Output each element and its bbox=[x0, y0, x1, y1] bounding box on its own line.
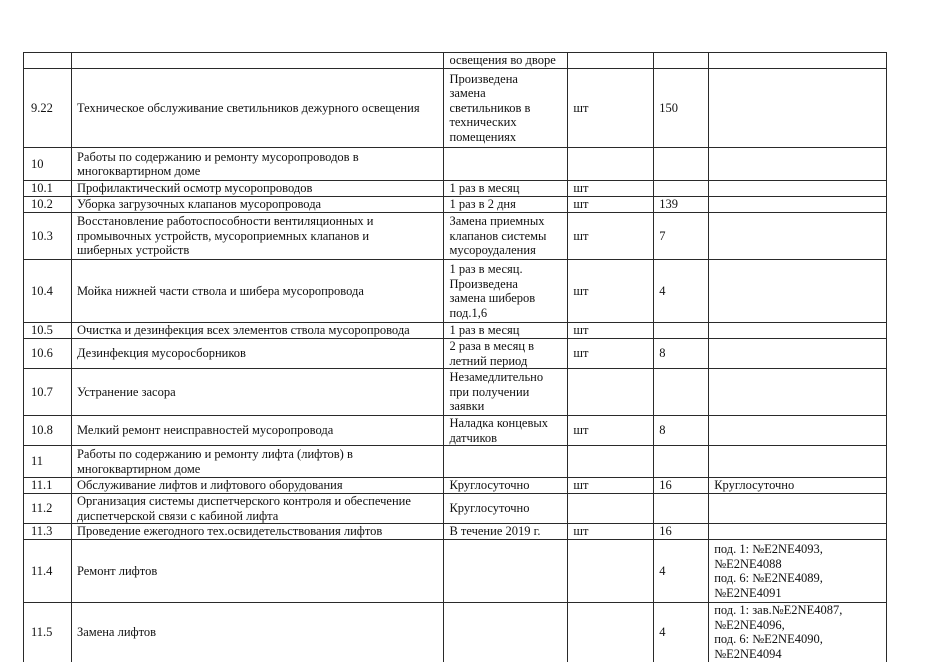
works-table bbox=[23, 52, 887, 662]
item-number-cell: 11.5 bbox=[24, 603, 72, 662]
note-cell bbox=[709, 213, 887, 260]
note-cell bbox=[709, 260, 887, 323]
quantity-cell bbox=[654, 181, 709, 197]
table-row bbox=[24, 446, 887, 478]
work-name-cell: Уборка загрузочных клапанов мусоропровода bbox=[71, 197, 443, 213]
work-name-cell: Работы по содержанию и ремонту мусоропроводов в многоквартирном доме bbox=[71, 148, 443, 181]
document-page bbox=[23, 52, 887, 662]
work-result-cell: Круглосуточно bbox=[444, 494, 568, 524]
work-result-cell: 2 раза в месяц в летний период bbox=[444, 339, 568, 369]
unit-cell: шт bbox=[568, 478, 654, 494]
table-row bbox=[24, 213, 887, 260]
item-number-cell: 10.3 bbox=[24, 213, 72, 260]
table-row bbox=[24, 524, 887, 540]
unit-cell: шт bbox=[568, 524, 654, 540]
quantity-cell bbox=[654, 494, 709, 524]
unit-cell bbox=[568, 494, 654, 524]
quantity-cell bbox=[654, 369, 709, 416]
item-number-cell: 11.2 bbox=[24, 494, 72, 524]
item-number-cell: 10.5 bbox=[24, 323, 72, 339]
note-cell bbox=[709, 339, 887, 369]
item-number-cell: 9.22 bbox=[24, 69, 72, 148]
note-cell bbox=[709, 524, 887, 540]
unit-cell bbox=[568, 369, 654, 416]
quantity-cell: 8 bbox=[654, 416, 709, 446]
item-number-cell: 11.4 bbox=[24, 540, 72, 603]
item-number-cell: 10.4 bbox=[24, 260, 72, 323]
quantity-cell bbox=[654, 53, 709, 69]
work-name-cell: Дезинфекция мусоросборников bbox=[71, 339, 443, 369]
note-cell bbox=[709, 69, 887, 148]
table-row bbox=[24, 197, 887, 213]
work-name-cell: Замена лифтов bbox=[71, 603, 443, 662]
quantity-cell: 4 bbox=[654, 603, 709, 662]
item-number-cell: 11.3 bbox=[24, 524, 72, 540]
note-cell bbox=[709, 416, 887, 446]
work-result-cell bbox=[444, 148, 568, 181]
unit-cell bbox=[568, 540, 654, 603]
table-row bbox=[24, 603, 887, 662]
quantity-cell bbox=[654, 323, 709, 339]
work-result-cell: 1 раз в 2 дня bbox=[444, 197, 568, 213]
item-number-cell: 11.1 bbox=[24, 478, 72, 494]
table-row bbox=[24, 181, 887, 197]
unit-cell: шт bbox=[568, 260, 654, 323]
work-name-cell: Очистка и дезинфекция всех элементов ствола мусоропровода bbox=[71, 323, 443, 339]
work-result-cell: 1 раз в месяц bbox=[444, 323, 568, 339]
work-name-cell: Профилактический осмотр мусоропроводов bbox=[71, 181, 443, 197]
item-number-cell: 10.2 bbox=[24, 197, 72, 213]
work-name-cell: Восстановление работоспособности вентиляционных и промывочных устройств, мусороприемных клапанов и шиберных устройств bbox=[71, 213, 443, 260]
table-row bbox=[24, 260, 887, 323]
work-result-cell bbox=[444, 446, 568, 478]
work-result-cell: Круглосуточно bbox=[444, 478, 568, 494]
item-number-cell: 10.7 bbox=[24, 369, 72, 416]
unit-cell: шт bbox=[568, 213, 654, 260]
table-row bbox=[24, 69, 887, 148]
table-row bbox=[24, 148, 887, 181]
work-result-cell: Произведена замена светильников в технических помещениях bbox=[444, 69, 568, 148]
item-number-cell: 10.6 bbox=[24, 339, 72, 369]
work-name-cell: Ремонт лифтов bbox=[71, 540, 443, 603]
work-name-cell: Работы по содержанию и ремонту лифта (лифтов) в многоквартирном доме bbox=[71, 446, 443, 478]
work-result-cell: Замена приемных клапанов системы мусороудаления bbox=[444, 213, 568, 260]
work-name-cell: Организация системы диспетчерского контроля и обеспечение диспетчерской связи с кабиной лифта bbox=[71, 494, 443, 524]
work-name-cell bbox=[71, 53, 443, 69]
unit-cell bbox=[568, 148, 654, 181]
note-cell bbox=[709, 446, 887, 478]
quantity-cell: 7 bbox=[654, 213, 709, 260]
table-row bbox=[24, 369, 887, 416]
quantity-cell: 16 bbox=[654, 478, 709, 494]
work-result-cell: Незамедлительно при получении заявки bbox=[444, 369, 568, 416]
table-row bbox=[24, 323, 887, 339]
work-name-cell: Обслуживание лифтов и лифтового оборудования bbox=[71, 478, 443, 494]
table-row bbox=[24, 494, 887, 524]
quantity-cell: 16 bbox=[654, 524, 709, 540]
unit-cell: шт bbox=[568, 323, 654, 339]
note-cell bbox=[709, 53, 887, 69]
quantity-cell: 150 bbox=[654, 69, 709, 148]
note-cell bbox=[709, 323, 887, 339]
work-name-cell: Проведение ежегодного тех.освидетельствования лифтов bbox=[71, 524, 443, 540]
work-name-cell: Мелкий ремонт неисправностей мусоропровода bbox=[71, 416, 443, 446]
unit-cell: шт bbox=[568, 69, 654, 148]
work-name-cell: Мойка нижней части ствола и шибера мусоропровода bbox=[71, 260, 443, 323]
note-cell: Круглосуточно bbox=[709, 478, 887, 494]
note-cell: под. 1: №E2NE4093, №E2NE4088 под. 6: №E2NE4089, №E2NE4091 bbox=[709, 540, 887, 603]
table-row bbox=[24, 416, 887, 446]
unit-cell: шт bbox=[568, 416, 654, 446]
table-row bbox=[24, 339, 887, 369]
work-name-cell: Техническое обслуживание светильников дежурного освещения bbox=[71, 69, 443, 148]
note-cell: под. 1: зав.№E2NE4087, №E2NE4096, под. 6: №E2NE4090, №E2NE4094 bbox=[709, 603, 887, 662]
note-cell bbox=[709, 197, 887, 213]
unit-cell: шт bbox=[568, 197, 654, 213]
item-number-cell: 10.1 bbox=[24, 181, 72, 197]
item-number-cell: 11 bbox=[24, 446, 72, 478]
note-cell bbox=[709, 148, 887, 181]
unit-cell: шт bbox=[568, 339, 654, 369]
table-row bbox=[24, 540, 887, 603]
item-number-cell bbox=[24, 53, 72, 69]
work-name-cell: Устранение засора bbox=[71, 369, 443, 416]
quantity-cell bbox=[654, 446, 709, 478]
work-result-cell: освещения во дворе bbox=[444, 53, 568, 69]
work-result-cell: В течение 2019 г. bbox=[444, 524, 568, 540]
note-cell bbox=[709, 181, 887, 197]
quantity-cell: 4 bbox=[654, 540, 709, 603]
unit-cell bbox=[568, 53, 654, 69]
table-row bbox=[24, 53, 887, 69]
unit-cell: шт bbox=[568, 181, 654, 197]
quantity-cell: 139 bbox=[654, 197, 709, 213]
item-number-cell: 10 bbox=[24, 148, 72, 181]
quantity-cell: 8 bbox=[654, 339, 709, 369]
unit-cell bbox=[568, 446, 654, 478]
unit-cell bbox=[568, 603, 654, 662]
note-cell bbox=[709, 494, 887, 524]
table-row bbox=[24, 478, 887, 494]
item-number-cell: 10.8 bbox=[24, 416, 72, 446]
work-result-cell bbox=[444, 603, 568, 662]
work-result-cell: Наладка концевых датчиков bbox=[444, 416, 568, 446]
note-cell bbox=[709, 369, 887, 416]
work-result-cell bbox=[444, 540, 568, 603]
work-result-cell: 1 раз в месяц bbox=[444, 181, 568, 197]
quantity-cell: 4 bbox=[654, 260, 709, 323]
work-result-cell: 1 раз в месяц. Произведена замена шиберов под.1,6 bbox=[444, 260, 568, 323]
quantity-cell bbox=[654, 148, 709, 181]
